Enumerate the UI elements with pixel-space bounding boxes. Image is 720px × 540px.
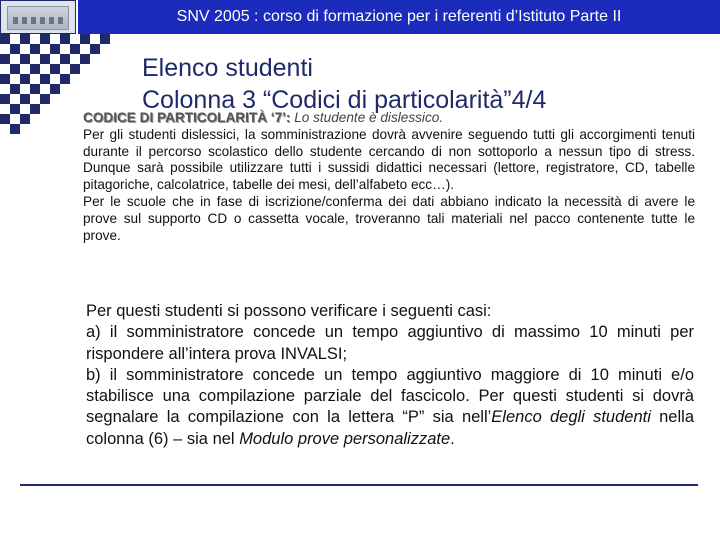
checker-square	[80, 34, 90, 44]
checker-square	[30, 84, 40, 94]
code-note: Lo studente è dislessico.	[290, 110, 444, 125]
checker-square	[30, 44, 40, 54]
checker-square	[10, 64, 20, 74]
code-label: CODICE DI PARTICOLARITÀ ‘7’:	[83, 110, 291, 125]
checker-square	[10, 84, 20, 94]
case-a: a) il somministratore concede un tempo aggiuntivo di massimo 10 minuti per rispondere all’intera prova INVALSI;	[86, 323, 694, 363]
checker-square	[40, 74, 50, 84]
checker-square	[30, 64, 40, 74]
bottom-divider	[20, 484, 698, 486]
case-b-middle: nella colonna (6) – sia nel	[86, 408, 694, 448]
checker-square	[40, 94, 50, 104]
case-b-text: b) il somministratore concede un tempo aggiuntivo maggiore di 10 minuti e/o stabilisce una compilazione parziale del fascicolo. Per questi studenti si dovrà segnalare la compilazione con la lettera “P” sia nell’	[86, 365, 694, 427]
code-line	[83, 110, 695, 127]
body-small-text	[83, 110, 695, 244]
case-b-emphasis-1: Elenco degli studenti	[491, 408, 651, 427]
school-logo	[0, 0, 76, 34]
checker-square	[20, 54, 30, 64]
cases-intro: Per questi studenti si possono verificare i seguenti casi:	[86, 302, 492, 320]
title-line-2: Colonna 3 “Codici di particolarità”4/4	[142, 86, 547, 114]
checker-square	[50, 44, 60, 54]
checker-square	[0, 74, 10, 84]
checker-square	[70, 44, 80, 54]
case-b	[86, 365, 694, 450]
checker-square	[20, 94, 30, 104]
header-title: SNV 2005 : corso di formazione per i referenti d’Istituto Parte II	[176, 8, 622, 25]
body-large-text	[86, 301, 694, 450]
checker-square	[60, 74, 70, 84]
checker-square	[40, 54, 50, 64]
building-icon	[7, 6, 69, 30]
checker-square	[20, 74, 30, 84]
checker-square	[0, 114, 10, 124]
title-line-1: Elenco studenti	[142, 54, 313, 82]
header-bar	[78, 0, 720, 34]
checker-square	[50, 64, 60, 74]
checker-square	[60, 54, 70, 64]
checker-square	[20, 114, 30, 124]
checker-square	[80, 54, 90, 64]
checker-square	[100, 34, 110, 44]
checker-square	[40, 34, 50, 44]
checker-square	[30, 104, 40, 114]
checker-square	[10, 44, 20, 54]
checker-square	[20, 34, 30, 44]
slide-title	[142, 52, 546, 116]
checker-square	[90, 44, 100, 54]
checker-square	[10, 124, 20, 134]
checker-square	[60, 34, 70, 44]
checker-square	[10, 104, 20, 114]
case-b-emphasis-2: Modulo prove personalizzate	[239, 429, 451, 448]
paragraph-1: Per gli studenti dislessici, la somministrazione dovrà avvenire seguendo tutti gli accorgimenti tenuti durante il percorso scolastico dello studente cercando di non sottoporlo a nessun tipo di stress. Dunque sarà possibile utilizzare tutti i sussidi didattici necessari (lettore, registratore, CD, tabelle pitagoriche, calcolatrice, tabelle dei mesi, dell’alfabeto ecc…).	[83, 126, 695, 193]
checker-square	[0, 94, 10, 104]
checker-square	[0, 54, 10, 64]
checker-square	[0, 34, 10, 44]
checker-square	[70, 64, 80, 74]
paragraph-2: Per le scuole che in fase di iscrizione/conferma dei dati abbiano indicato la necessità di avere le prove sul supporto CD o cassetta vocale, troveranno tali materiali nel pacco contenente tutte le prove.	[83, 193, 695, 243]
case-b-end: .	[450, 429, 455, 448]
checker-square	[50, 84, 60, 94]
